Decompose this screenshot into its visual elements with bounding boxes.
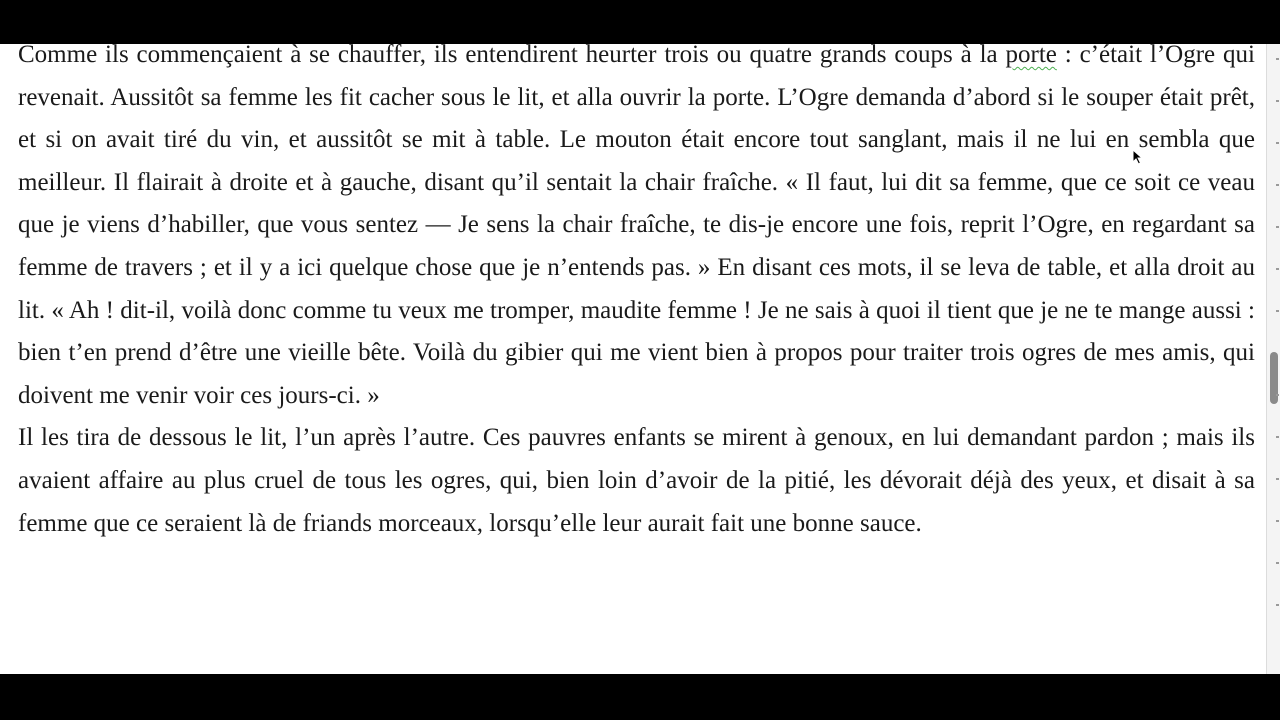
ruler-tick <box>1276 268 1279 270</box>
ruler-tick <box>1276 142 1279 144</box>
paragraph-1-rest: : c’était l’Ogre qui revenait. Aussitôt sa femme les fit cacher sous le lit, et alla ouvrir la porte. L’Ogre demanda d’abord si le souper était prêt, et si on avait tiré du vin, et aussitôt se mit à table. Le mouton était encore tout sanglant, mais il ne lui en sembla que meilleur. Il flairait à droite et à gauche, disant qu’il sentait la chair fraîche. « Il faut, lui dit sa femme, que ce soit ce veau que je viens d’habiller, que vous sentez — Je sens la chair fraîche, te dis-je encore une fois, reprit l’Ogre, en regardant sa femme de travers ; et il y a ici quelque chose que je n’entends pas. » En disant ces mots, il se leva de table, et alla droit au lit. « Ah ! dit-il, voilà donc comme tu veux me tromper, maudite femme ! Je ne sais à quoi il tient que je ne te mange aussi : bien t’en prend d’être une vieille bête. Voilà du gibier qui me vient bien à propos pour traiter trois ogres de mes amis, qui doivent me venir voir ces jours-ci. » <box>18 44 1255 409</box>
ruler-tick <box>1276 478 1279 480</box>
top-black-bar <box>0 0 1280 44</box>
ruler-tick <box>1276 184 1279 186</box>
spellcheck-flagged-word[interactable]: porte <box>1005 44 1057 68</box>
ruler-tick <box>1276 562 1279 564</box>
ruler-tick <box>1276 100 1279 102</box>
ruler-tick <box>1276 436 1279 438</box>
ruler-tick <box>1276 604 1279 606</box>
ruler-tick <box>1276 310 1279 312</box>
ruler-tick <box>1276 58 1279 60</box>
bottom-black-bar <box>0 674 1280 720</box>
paragraph-1-first-word: Comme <box>18 44 98 68</box>
paragraph-2[interactable]: Il les tira de dessous le lit, l’un après l’autre. Ces pauvres enfants se mirent à genoux, en lui demandant pardon ; mais ils avaient affaire au plus cruel de tous les ogres, qui, bien loin d’avoir de la pitié, les dévorait déjà des yeux, et disait à sa femme que ce seraient là de friands morceaux, lorsqu’elle leur aurait fait une bonne sauce. <box>18 424 1255 537</box>
paragraph-1[interactable] <box>18 44 1255 417</box>
ruler-tick <box>1276 520 1279 522</box>
mouse-pointer-icon <box>1132 149 1144 165</box>
scrollbar-thumb[interactable] <box>1270 352 1278 404</box>
paragraph-1-lead: ils commençaient à se chauffer, ils entendirent heurter trois ou quatre grands coups à la <box>97 44 1006 68</box>
document-page[interactable] <box>0 44 1266 674</box>
ruler-tick <box>1276 394 1279 396</box>
ruler-tick <box>1276 226 1279 228</box>
document-body[interactable] <box>18 44 1255 545</box>
vertical-scrollbar[interactable] <box>1266 44 1280 674</box>
